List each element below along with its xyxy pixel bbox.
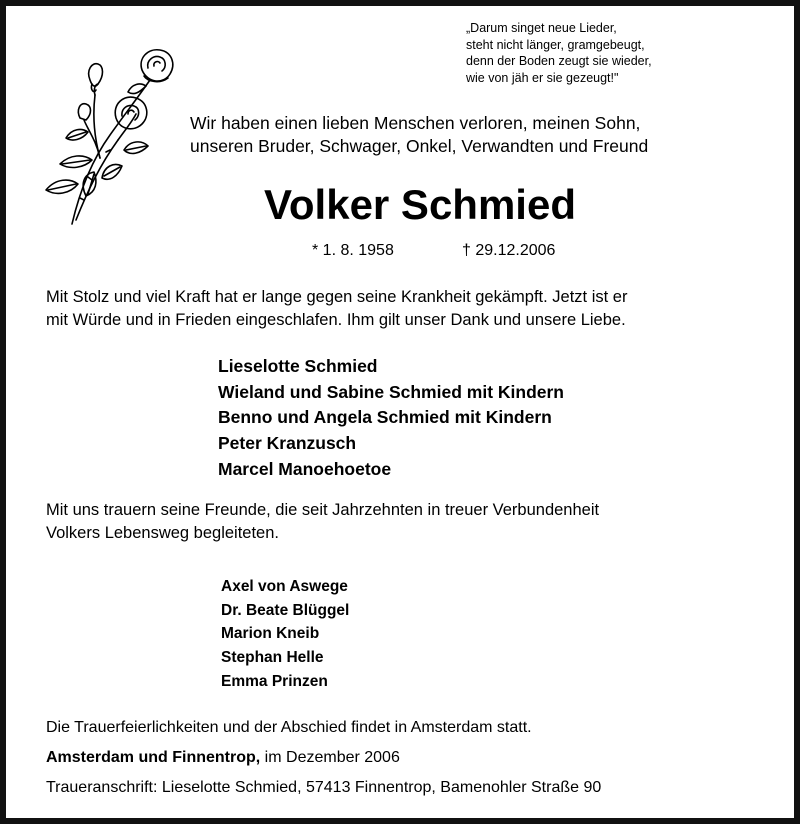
place: Amsterdam und Finnentrop,	[46, 749, 261, 766]
friends-intro-line: Mit uns trauern seine Freunde, die seit Jahrzehnten in treuer Verbundenheit	[46, 501, 600, 519]
tribute-line: mit Würde und in Frieden eingeschlafen. Ihm gilt unser Dank und unsere Liebe.	[46, 311, 626, 329]
family-list	[218, 354, 564, 483]
poem-quote	[466, 20, 776, 86]
friend-name: Dr. Beate Blüggel	[221, 601, 350, 619]
friends-intro-paragraph	[46, 499, 599, 545]
intro-line: unseren Bruder, Schwager, Onkel, Verwandten und Freund	[190, 136, 649, 156]
ceremony-note: Die Trauerfeierlichkeiten und der Abschied findet in Amsterdam statt.	[46, 719, 532, 736]
family-member: Marcel Manoehoetoe	[218, 458, 392, 479]
friend-name: Axel von Aswege	[221, 578, 348, 595]
place-date-line	[46, 748, 400, 768]
quote-line: wie von jäh er sie gezeugt!"	[466, 70, 619, 85]
birth-date: * 1. 8. 1958	[312, 242, 394, 259]
family-member: Peter Kranzusch	[218, 433, 357, 454]
deceased-name: Volker Schmied	[263, 181, 576, 228]
friends-intro-line: Volkers Lebensweg begleiteten.	[46, 524, 279, 542]
intro-text	[190, 112, 648, 158]
friend-name: Stephan Helle	[221, 649, 324, 667]
mourning-address: Traueranschrift: Lieselotte Schmied, 57413 Finnentrop, Bamenohler Straße 90	[46, 779, 602, 796]
family-member: Benno und Angela Schmied mit Kindern	[218, 407, 552, 428]
family-member: Wieland und Sabine Schmied mit Kindern	[218, 381, 564, 402]
tribute-line: Mit Stolz und viel Kraft hat er lange gegen seine Krankheit gekämpft. Jetzt ist er	[46, 288, 628, 306]
quote-line: steht nicht länger, gramgebeugt,	[466, 37, 645, 52]
tribute-paragraph	[46, 286, 627, 332]
date: im Dezember 2006	[260, 749, 400, 766]
intro-line: Wir haben einen lieben Menschen verloren, meinen Sohn,	[190, 113, 641, 133]
quote-line: denn der Boden zeugt sie wieder,	[466, 54, 652, 68]
friend-name: Marion Kneib	[221, 625, 320, 643]
friend-name: Emma Prinzen	[221, 672, 328, 690]
friends-list	[221, 575, 349, 694]
quote-line: „Darum singet neue Lieder,	[466, 21, 617, 35]
family-member: Lieselotte Schmied	[218, 356, 378, 376]
death-date: † 29.12.2006	[462, 242, 556, 259]
